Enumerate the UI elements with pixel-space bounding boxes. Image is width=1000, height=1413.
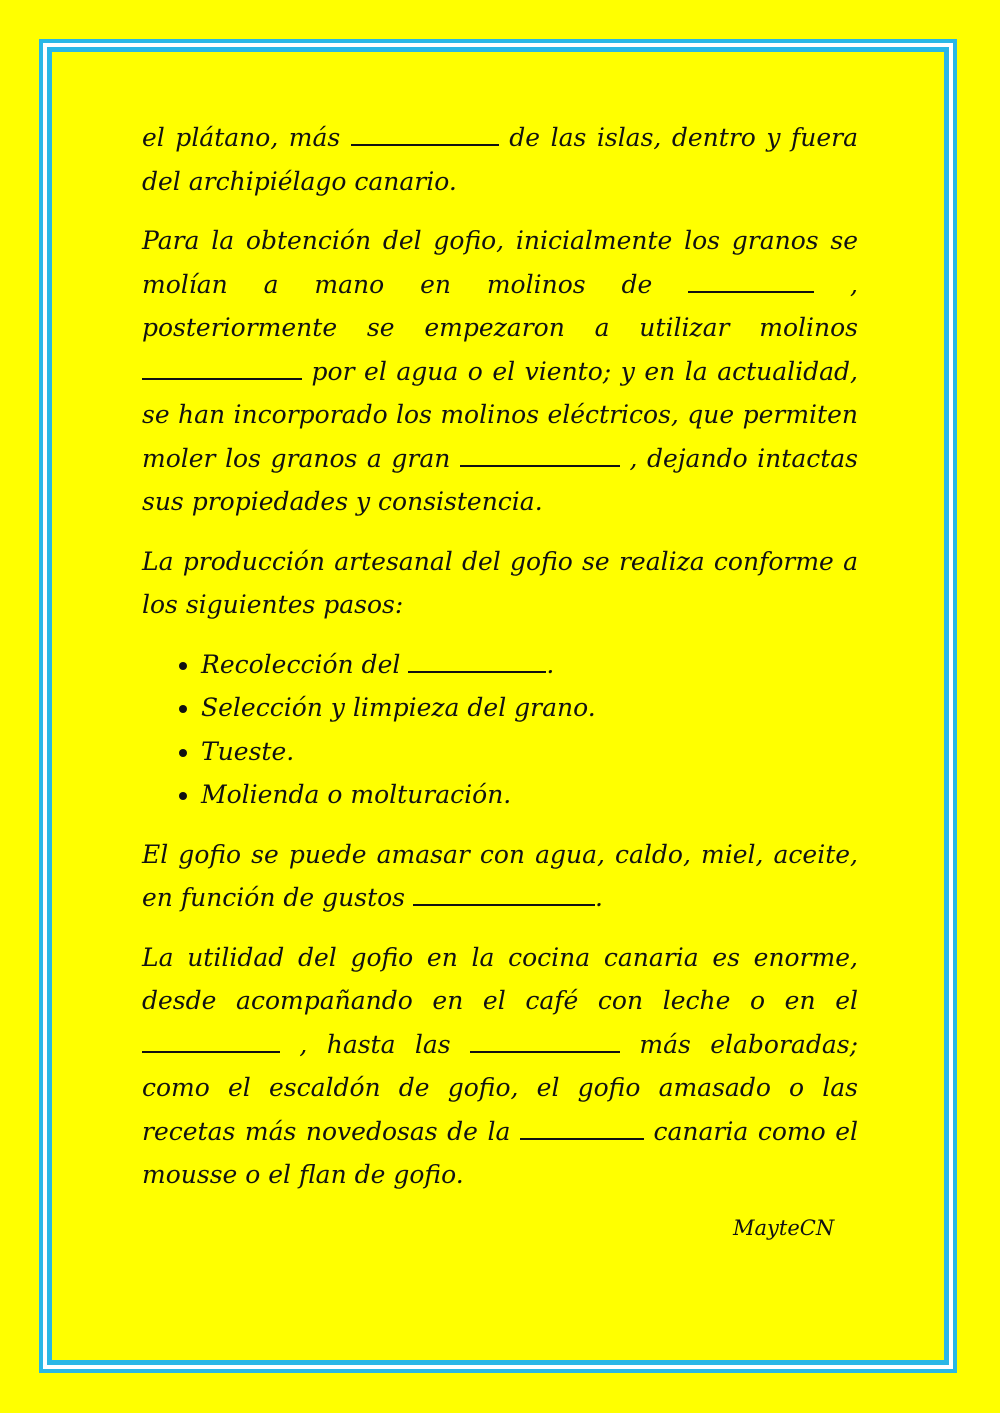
paragraph-utilidad — [142, 936, 858, 1197]
text-segment: La utilidad del gofio en la cocina canaria es enorme, desde acompañando en el café con leche o en el — [142, 942, 858, 1015]
text-segment: El gofio se puede amasar con agua, caldo, miel, aceite, en función de gustos — [142, 839, 858, 912]
blank-field[interactable] — [470, 1023, 620, 1053]
text-segment: Selección y limpieza del grano. — [201, 693, 596, 722]
text-segment: Tueste. — [201, 736, 295, 766]
blank-field[interactable] — [408, 643, 546, 673]
text-segment: canaria como el mousse o el flan de gofio. — [142, 1116, 858, 1189]
text-segment: . — [594, 883, 603, 912]
text-segment: La producción artesanal del gofio se realiza conforme a los siguientes pasos: — [142, 546, 858, 619]
blank-field[interactable] — [520, 1110, 644, 1140]
list-item — [201, 686, 858, 730]
paragraph-amasar — [142, 833, 858, 920]
text-segment: más elaboradas; como el escaldón de gofio, el gofio amasado o las recetas más novedosas de la — [142, 1029, 858, 1146]
text-segment: . — [546, 649, 555, 679]
paragraph-platano — [142, 116, 858, 203]
text-segment: Para la obtención del gofio, inicialmente los granos se molían a mano en molinos de — [142, 226, 858, 299]
text-segment: , hasta las — [299, 1029, 451, 1059]
worksheet-text — [142, 116, 858, 1213]
text-segment: el plátano, más — [142, 123, 341, 152]
blank-field[interactable] — [688, 263, 814, 293]
blank-field[interactable] — [142, 1023, 280, 1053]
blank-field[interactable] — [142, 350, 302, 380]
blank-field[interactable] — [460, 437, 620, 467]
list-item — [201, 773, 858, 817]
steps-list — [142, 643, 858, 817]
author-signature: MayteCN — [733, 1216, 835, 1240]
text-segment: , posteriormente se empezaron a utilizar molinos — [142, 269, 858, 342]
blank-field[interactable] — [413, 876, 595, 906]
text-segment: Recolección del — [201, 649, 401, 679]
paragraph-molinos — [142, 219, 858, 524]
list-item — [201, 643, 858, 687]
text-segment: , dejando intactas sus propiedades y consistencia. — [142, 443, 859, 516]
text-segment: de las islas, dentro y fuera del archipiélago canario. — [142, 123, 859, 196]
paragraph-produccion — [142, 540, 858, 627]
text-segment: Molienda o molturación. — [201, 780, 512, 809]
list-item — [201, 730, 858, 774]
text-segment: por el agua o el viento; y en la actualidad, se han incorporado los molinos eléctricos, que permiten moler los granos a gran — [142, 356, 859, 473]
blank-field[interactable] — [351, 116, 499, 146]
